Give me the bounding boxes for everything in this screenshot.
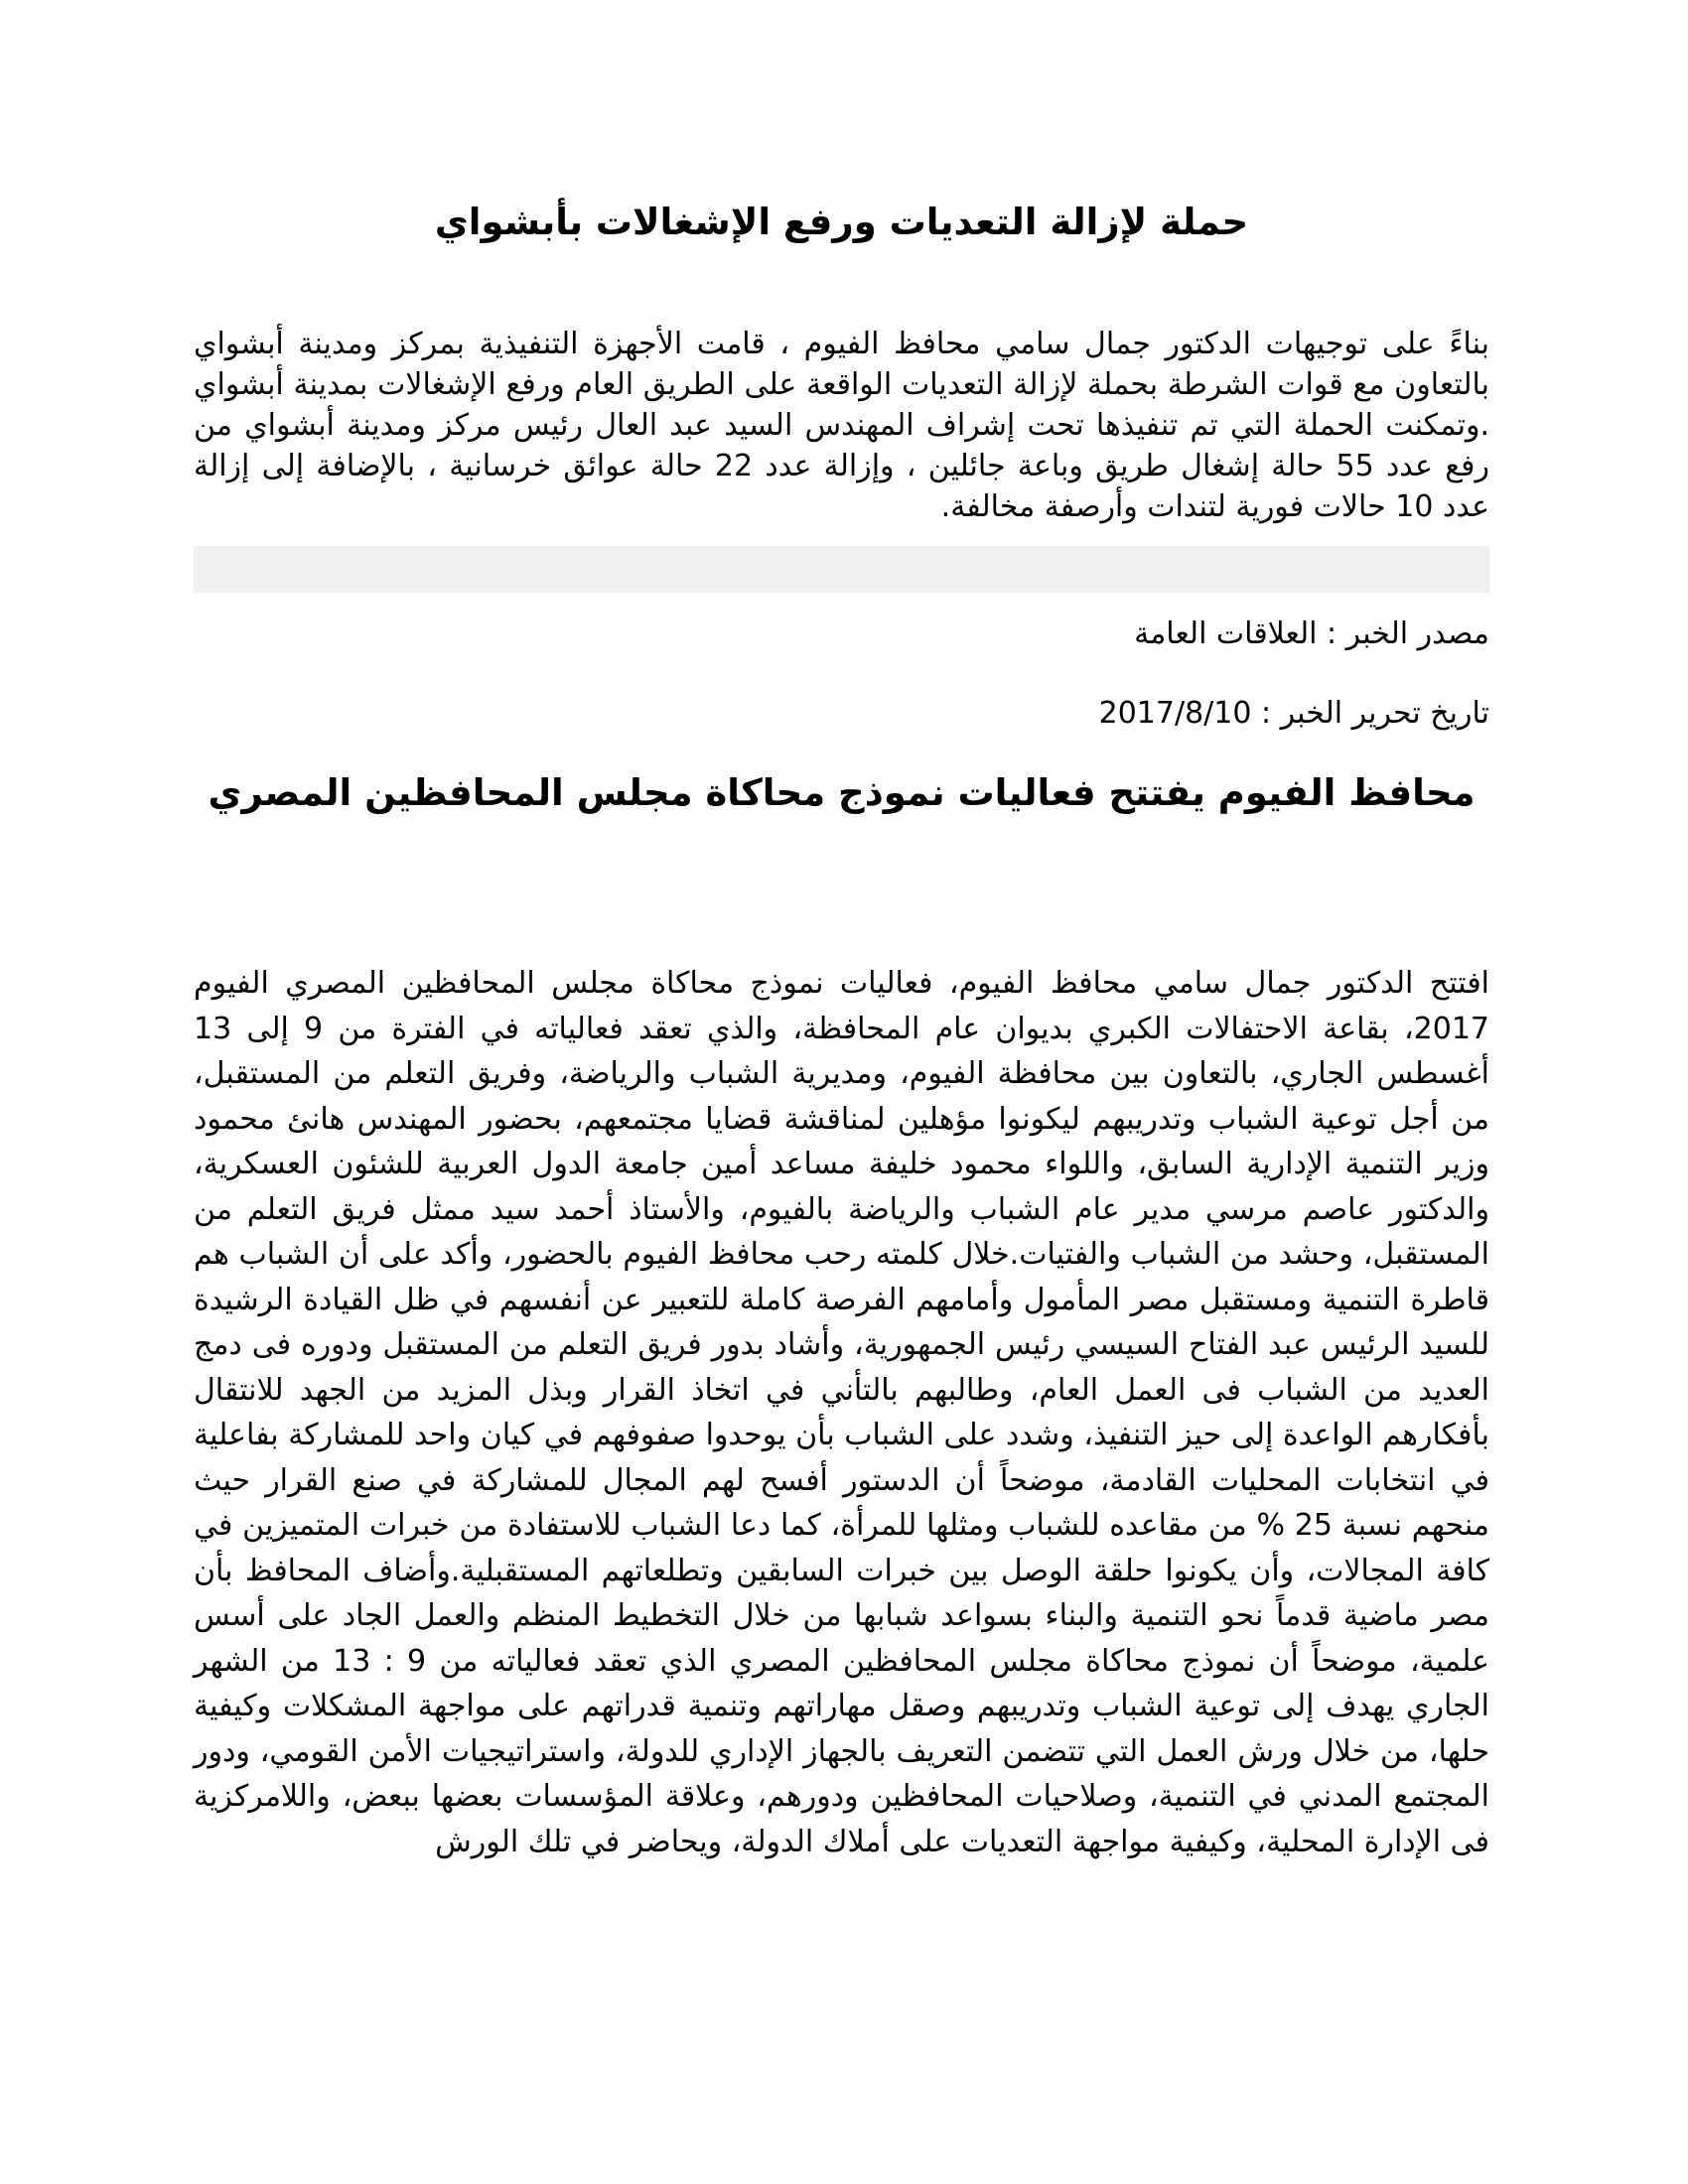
article-1-body: بناءً على توجيهات الدكتور جمال سامي محافظ الفيوم ، قامت الأجهزة التنفيذية بمركز ومدينة أبشواي بالتعاون مع قوات الشرطة بحملة لإزالة التعديات الواقعة على الطريق العام ورفع الإشغالات بمدينة أبشواي .وتمكنت الحملة التي تم تنفيذها تحت إشراف المهندس السيد عبد العال رئيس مركز ومدينة أبشواي من رفع عدد 55 حالة إشغال طريق وباعة جائلين ، وإزالة عدد 22 حالة عوائق خرسانية ، بالإضافة إلى إزالة عدد 10 حالات فورية لتندات وأرصفة مخالفة.	[194, 327, 1490, 524]
shaded-separator	[194, 546, 1489, 593]
article-1-source: مصدر الخبر : العلاقات العامة	[1134, 616, 1489, 651]
article-1-date: تاريخ تحرير الخبر : 2017/8/10	[1098, 696, 1489, 731]
article-1-title: حملة لإزالة التعديات ورفع الإشغالات بأبشواي	[434, 201, 1249, 243]
article-2-body: افتتح الدكتور جمال سامي محافظ الفيوم، فعاليات نموذج محاكاة مجلس المحافظين المصري الفيوم 2017، بقاعة الاحتفالات الكبري بديوان عام المحافظة، والذي تعقد فعالياته في الفترة من 9 إلى 13 أغسطس الجاري، بالتعاون بين محافظة الفيوم، ومديرية الشباب والرياضة، وفريق التعلم من المستقبل، من أجل توعية الشباب وتدريبهم ليكونوا مؤهلين لمناقشة قضايا مجتمعهم، بحضور المهندس هانئ محمود وزير التنمية الإدارية السابق، واللواء محمود خليفة مساعد أمين جامعة الدول العربية للشئون العسكرية، والدكتور عاصم مرسي مدير عام الشباب والرياضة بالفيوم، والأستاذ أحمد سيد ممثل فريق التعلم من المستقبل، وحشد من الشباب والفتيات.خلال كلمته رحب محافظ الفيوم بالحضور، وأكد على أن الشباب هم قاطرة التنمية ومستقبل مصر المأمول وأمامهم الفرصة كاملة للتعبير عن أنفسهم في ظل القيادة الرشيدة للسيد الرئيس عبد الفتاح السيسي رئيس الجمهورية، وأشاد بدور فريق التعلم من المستقبل ودوره فى دمج العديد من الشباب فى العمل العام، وطالبهم بالتأني في اتخاذ القرار وبذل المزيد من الجهد للانتقال بأفكارهم الواعدة إلى حيز التنفيذ، وشدد على الشباب بأن يوحدوا صفوفهم في كيان واحد للمشاركة بفاعلية في انتخابات المحليات القادمة، موضحاً أن الدستور أفسح لهم المجال للمشاركة في صنع القرار حيث منحهم نسبة 25 % من مقاعده للشباب ومثلها للمرأة، كما دعا الشباب للاستفادة من خبرات المتميزين في كافة المجالات، وأن يكونوا حلقة الوصل بين خبرات السابقين وتطلعاتهم المستقبلية.وأضاف المحافظ بأن مصر ماضية قدماً نحو التنمية والبناء بسواعد شبابها من خلال التخطيط المنظم والعمل الجاد على أسس علمية، موضحاً أن نموذج محاكاة مجلس المحافظين المصري الذي تعقد فعالياته من 9 : 13 من الشهر الجاري يهدف إلى توعية الشباب وتدريبهم وصقل مهاراتهم وتنمية قدراتهم على مواجهة المشكلات وكيفية حلها، من خلال ورش العمل التي تتضمن التعريف بالجهاز الإداري للدولة، واستراتيجيات الأمن القومي، ودور المجتمع المدني في التنمية، وصلاحيات المحافظين ودورهم، وعلاقة المؤسسات بعضها ببعض، واللامركزية فى الإدارة المحلية، وكيفية مواجهة التعديات على أملاك الدولة، ويحاضر في تلك الورش	[194, 966, 1489, 1859]
article-2-title: محافظ الفيوم يفتتح فعاليات نموذج محاكاة مجلس المحافظين المصري	[208, 771, 1476, 814]
